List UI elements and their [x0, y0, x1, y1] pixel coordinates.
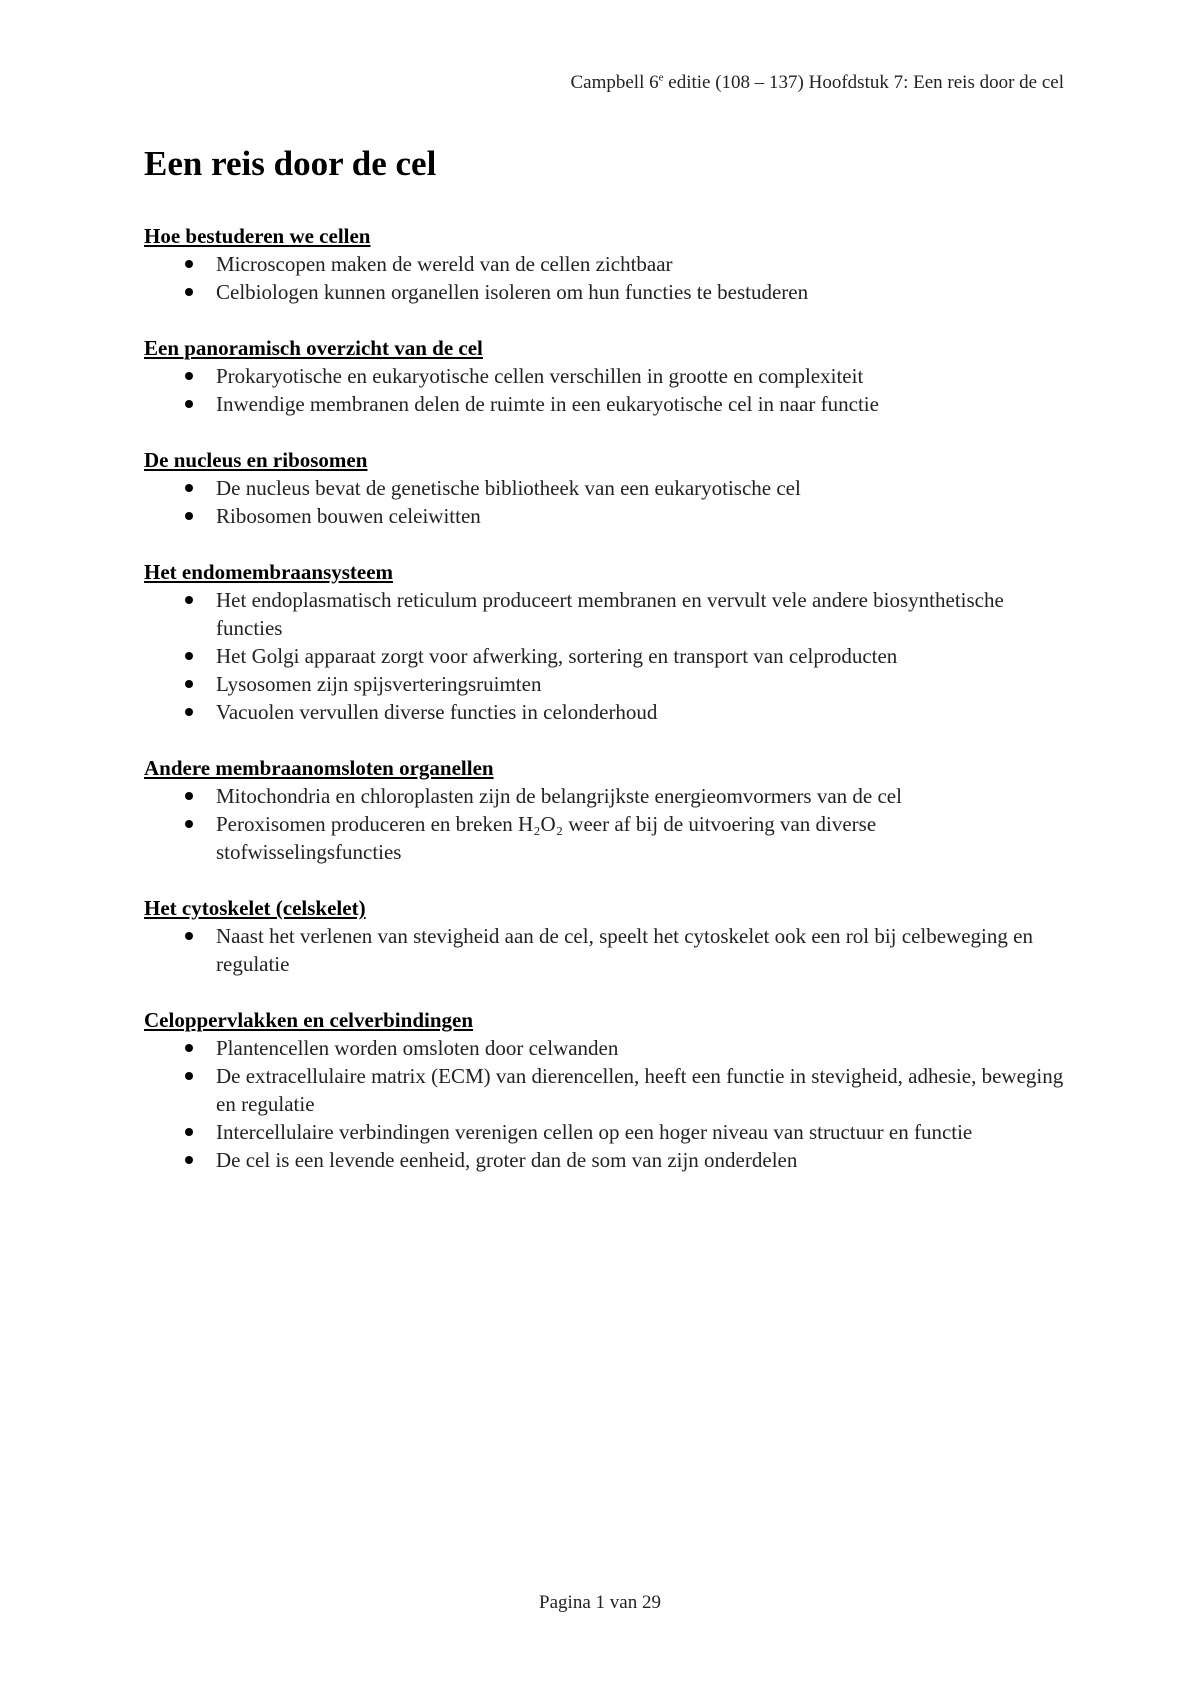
list-item-text: Inwendige membranen delen de ruimte in een eukaryotische cel in naar functie [216, 392, 879, 416]
bullet-list [144, 250, 1064, 306]
bullet-icon [185, 820, 193, 828]
list-item-text: De cel is een levende eenheid, groter dan de som van zijn onderdelen [216, 1148, 798, 1172]
list-item [216, 1034, 1064, 1062]
bullet-icon [185, 1156, 193, 1164]
section-heading: Hoe bestuderen we cellen [144, 224, 371, 248]
list-item-text: Intercellulaire verbindingen verenigen cellen op een hoger niveau van structuur en functie [216, 1120, 973, 1144]
section-list [144, 222, 1064, 1174]
list-item [216, 670, 1064, 698]
list-item-text: Naast het verlenen van stevigheid aan de cel, speelt het cytoskelet ook een rol bij celbeweging en regulatie [216, 924, 1033, 976]
section-heading: De nucleus en ribosomen [144, 448, 368, 472]
list-item-text: Plantencellen worden omsloten door celwanden [216, 1036, 619, 1060]
bullet-icon [185, 288, 193, 296]
list-item-text: De extracellulaire matrix (ECM) van dierencellen, heeft een functie in stevigheid, adhesie, beweging en regulatie [216, 1064, 1064, 1116]
section [144, 1006, 1064, 1174]
list-item-text: Peroxisomen produceren en breken H₂O₂ weer af bij de uitvoering van diverse stofwisselingsfuncties [216, 812, 877, 864]
bullet-icon [185, 372, 193, 380]
bullet-list [144, 586, 1064, 726]
section [144, 334, 1064, 418]
list-item [216, 474, 1064, 502]
section [144, 446, 1064, 530]
list-item [216, 698, 1064, 726]
section [144, 558, 1064, 726]
list-item-text: Ribosomen bouwen celeiwitten [216, 504, 481, 528]
header-prefix: Campbell 6 [570, 72, 659, 93]
list-item [216, 502, 1064, 530]
bullet-icon [185, 400, 193, 408]
list-item-text: Het endoplasmatisch reticulum produceert membranen en vervult vele andere biosynthetische functies [216, 588, 1004, 640]
bullet-icon [185, 652, 193, 660]
section-heading: Het endomembraansysteem [144, 560, 394, 584]
list-item-text: Prokaryotische en eukaryotische cellen verschillen in grootte en complexiteit [216, 364, 864, 388]
list-item [216, 586, 1064, 642]
list-item [216, 782, 1064, 810]
list-item [216, 362, 1064, 390]
bullet-list [144, 782, 1064, 866]
document-body [144, 140, 1064, 1202]
section [144, 222, 1064, 306]
list-item-text: Vacuolen vervullen diverse functies in celonderhoud [216, 700, 658, 724]
list-item-text: Microscopen maken de wereld van de cellen zichtbaar [216, 252, 673, 276]
bullet-icon [185, 260, 193, 268]
list-item [216, 642, 1064, 670]
bullet-icon [185, 680, 193, 688]
list-item-text: Mitochondria en chloroplasten zijn de belangrijkste energieomvormers van de cel [216, 784, 902, 808]
bullet-list [144, 1034, 1064, 1174]
bullet-icon [185, 1044, 193, 1052]
list-item [216, 390, 1064, 418]
header-suffix: editie (108 – 137) Hoofdstuk 7: Een reis door de cel [663, 72, 1064, 93]
list-item-text: Lysosomen zijn spijsverteringsruimten [216, 672, 542, 696]
list-item [216, 250, 1064, 278]
bullet-icon [185, 484, 193, 492]
section-heading: Het cytoskelet (celskelet) [144, 896, 366, 920]
running-header [570, 72, 1064, 94]
bullet-list [144, 474, 1064, 530]
list-item [216, 810, 1064, 866]
section-heading: Celoppervlakken en celverbindingen [144, 1008, 474, 1032]
bullet-icon [185, 1128, 193, 1136]
list-item [216, 922, 1064, 978]
bullet-icon [185, 596, 193, 604]
list-item-text: Celbiologen kunnen organellen isoleren om hun functies te bestuderen [216, 280, 809, 304]
list-item [216, 278, 1064, 306]
bullet-list [144, 922, 1064, 978]
page-footer: Pagina 1 van 29 [539, 1592, 661, 1613]
list-item [216, 1062, 1064, 1118]
list-item [216, 1146, 1064, 1174]
bullet-list [144, 362, 1064, 418]
bullet-icon [185, 792, 193, 800]
document-title: Een reis door de cel [144, 144, 437, 183]
list-item [216, 1118, 1064, 1146]
header-superscript: e [658, 71, 664, 84]
section [144, 754, 1064, 866]
section [144, 894, 1064, 978]
list-item-text: De nucleus bevat de genetische bibliotheek van een eukaryotische cel [216, 476, 801, 500]
bullet-icon [185, 708, 193, 716]
bullet-icon [185, 512, 193, 520]
section-heading: Een panoramisch overzicht van de cel [144, 336, 483, 360]
list-item-text: Het Golgi apparaat zorgt voor afwerking, sortering en transport van celproducten [216, 644, 898, 668]
section-heading: Andere membraanomsloten organellen [144, 756, 494, 780]
bullet-icon [185, 1072, 193, 1080]
bullet-icon [185, 932, 193, 940]
